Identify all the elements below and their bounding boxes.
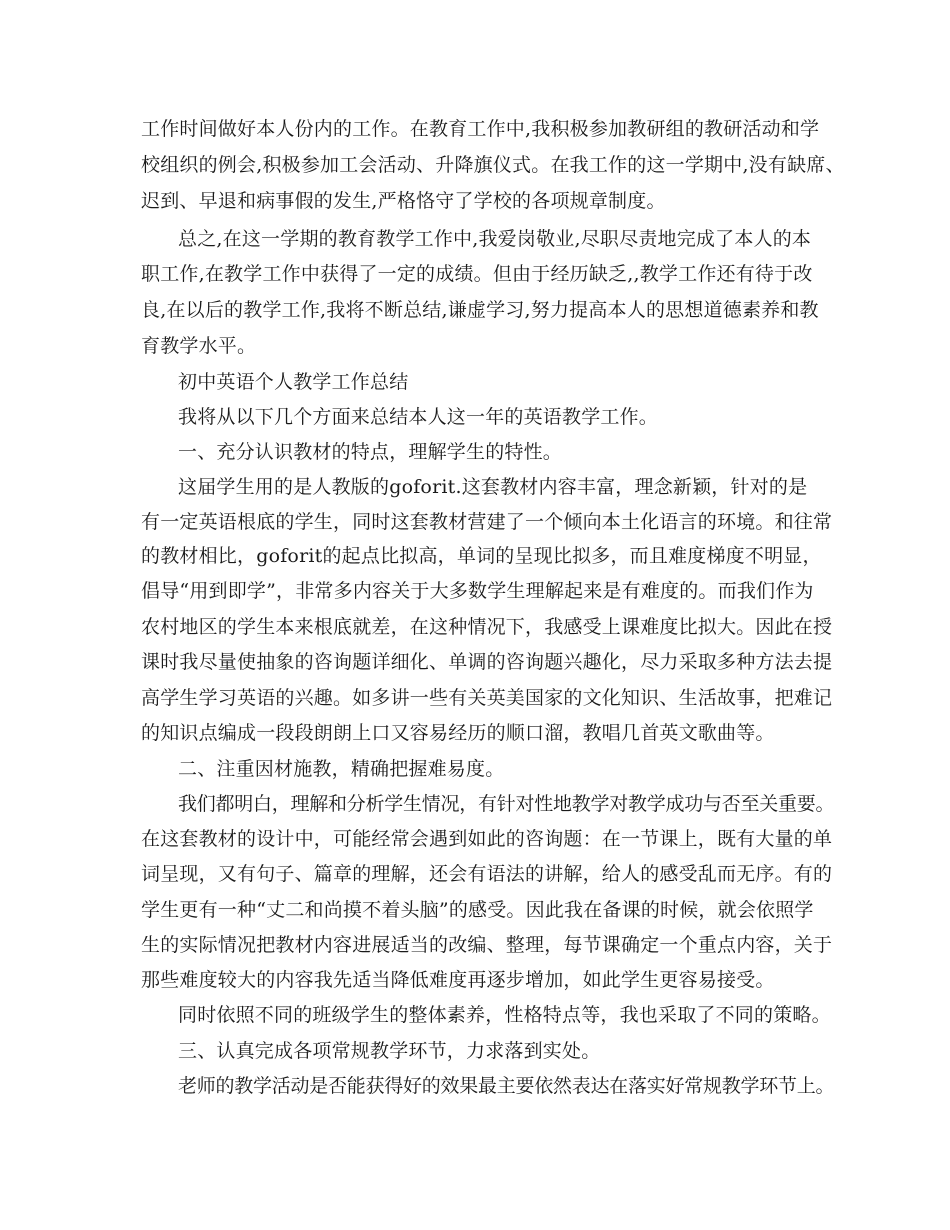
text-line: 高学生学习英语的兴趣。如多讲一些有关英美国家的文化知识、生活故事，把难记 [141, 687, 833, 709]
text-line: 工作时间做好本人份内的工作。在教育工作中,我积极参加教研组的教研活动和学 [141, 118, 820, 140]
text-line: 倡导“用到即学”，非常多内容关于大多数学生理解起来是有难度的。而我们作为 [141, 580, 814, 602]
text-line: 我们都明白，理解和分析学生情况，有针对性地教学对教学成功与否至关重要。 [178, 793, 835, 815]
text-line: 总之,在这一学期的教育教学工作中,我爱岗敬业,尽职尽责地完成了本人的本 [178, 228, 812, 250]
text-line: 育教学水平。 [141, 335, 257, 357]
text-line: 这届学生用的是人教版的goforit.这套教材内容丰富，理念新颖，针对的是 [178, 476, 808, 498]
text-line: 同时依照不同的班级学生的整体素养，性格特点等，我也采取了不同的策略。 [178, 1004, 831, 1026]
section-title: 初中英语个人教学工作总结 [178, 371, 409, 393]
text-line: 有一定英语根底的学生，同时这套教材营建了一个倾向本土化语言的环境。和往常 [141, 511, 833, 533]
text-line: 生的实际情况把教材内容进展适当的改编、整理，每节课确定一个重点内容，关于 [141, 934, 833, 956]
text-line: 职工作,在教学工作中获得了一定的成绩。但由于经历缺乏,,教学工作还有待于改 [141, 263, 813, 285]
text-line: 校组织的例会,积极参加工会活动、升降旗仪式。在我工作的这一学期中,没有缺席、 [141, 154, 845, 176]
text-line: 的知识点编成一段段朗朗上口又容易经历的顺口溜，教唱几首英文歌曲等。 [141, 722, 775, 744]
text-line: 迟到、早退和病事假的发生,严格恪守了学校的各项规章制度。 [141, 190, 666, 212]
text-line: 农村地区的学生本来根底就差，在这种情况下，我感受上课难度比拟大。因此在授 [141, 616, 833, 638]
text-line: 的教材相比，goforit的起点比拟高，单词的呈现比拟多，而且难度梯度不明显， [141, 545, 822, 567]
text-line: 学生更有一种“丈二和尚摸不着头脑”的感受。因此我在备课的时候，就会依照学 [141, 899, 814, 921]
text-line: 在这套教材的设计中，可能经常会遇到如此的咨询题：在一节课上，既有大量的单 [141, 828, 833, 850]
section-heading: 二、注重因材施教，精确把握难易度。 [178, 758, 505, 780]
text-line: 老师的教学活动是否能获得好的效果最主要依然表达在落实好常规教学环节上。 [178, 1075, 835, 1097]
text-line: 我将从以下几个方面来总结本人这一年的英语教学工作。 [178, 406, 659, 428]
section-heading: 三、认真完成各项常规教学环节，力求落到实处。 [178, 1040, 601, 1062]
text-line: 词呈现，又有句子、篇章的理解，还会有语法的讲解，给人的感受乱而无序。有的 [141, 863, 833, 885]
section-heading: 一、充分认识教材的特点，理解学生的特性。 [178, 441, 563, 463]
text-line: 那些难度较大的内容我先适当降低难度再逐步增加，如此学生更容易接受。 [141, 969, 775, 991]
text-line: 良,在以后的教学工作,我将不断总结,谦虚学习,努力提高本人的思想道德素养和教 [141, 299, 819, 321]
text-line: 课时我尽量使抽象的咨询题详细化、单调的咨询题兴趣化，尽力采取多种方法去提 [141, 651, 833, 673]
